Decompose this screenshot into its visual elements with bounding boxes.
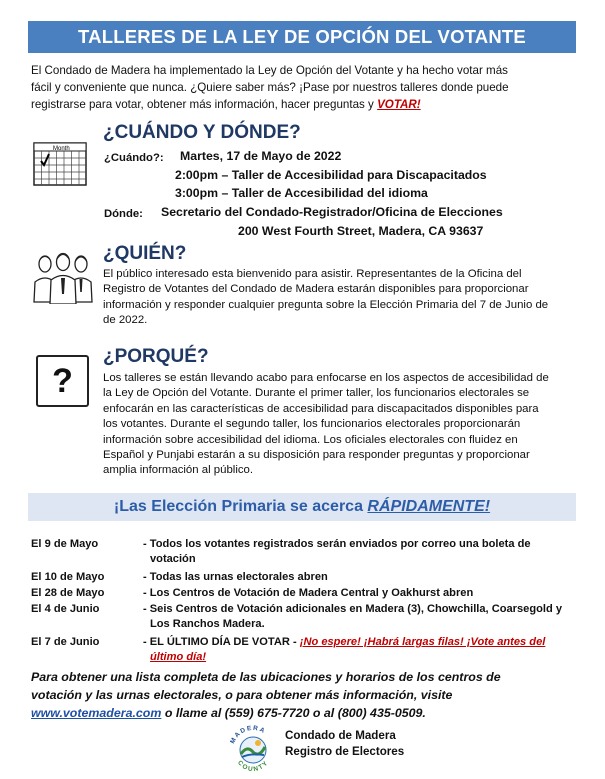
who-line: información y responder cualquier pregunta sobre la Elección Primaria del 7 de Junio de (103, 298, 549, 311)
question-icon (36, 355, 89, 407)
why-line: los votantes. Durante el segundo taller, los funcionarios electorales proporcionarán (103, 418, 521, 431)
warning-text-cont: último día! (150, 651, 207, 663)
why-line: Español y Punjabi estarán a su disposición para responder preguntas y proporcionar (103, 449, 530, 462)
timeline-desc: - Seis Centros de Votación adicionales en Madera (3), Chowchilla, Coarsegold y Los Ranchos Madera. (143, 603, 562, 630)
madera-county-seal-logo (226, 725, 280, 779)
why-line: Los talleres se están llevando acabo para enfocarse en los aspectos de accesibilidad de (103, 372, 549, 384)
footer-line: votación y las urnas electorales, o para obtener más información, visite (31, 688, 453, 702)
intro-line: fácil y conveniente que nunca. ¿Quiere saber más? ¡Pase por nuestros talleres donde puede (31, 81, 509, 94)
calendar-icon (32, 140, 88, 193)
timeline-item (31, 570, 579, 585)
why-line: la Ley de Opción del Votante. Durante el primer taller, los funcionarios electorales se (103, 387, 530, 400)
who-line: de 2022. (103, 314, 148, 327)
timeline-desc: - Todas las urnas electorales abren (143, 571, 328, 583)
organization-name (285, 728, 404, 760)
session-language: 3:00pm – Taller de Accesibilidad del idioma (175, 186, 428, 200)
when-row (104, 150, 164, 164)
session-disability: 2:00pm – Taller de Accesibilidad para Discapacitados (175, 168, 487, 182)
timeline-item (31, 635, 579, 665)
timeline-desc: - Todos los votantes registrados serán enviados por correo una boleta de votación (143, 538, 531, 565)
intro-last-line: registrarse para votar, obtener más información, hacer preguntas y (31, 98, 378, 111)
primary-election-band (28, 493, 576, 521)
footer-info (31, 668, 579, 722)
footer-line: Para obtener una lista completa de las ubicaciones y horarios de los centros de (31, 670, 501, 684)
when-where-title: ¿CUÁNDO Y DÓNDE? (103, 122, 301, 143)
logo-bottom-text: COUNTY (236, 759, 271, 774)
intro-line: El Condado de Madera ha implementado la Ley de Opción del Votante y ha hecho votar más (31, 64, 508, 77)
question-glyph: ? (52, 362, 73, 400)
timeline-date: El 10 de Mayo (31, 571, 105, 583)
timeline-date: El 9 de Mayo (31, 538, 99, 550)
why-line: enfocarán en las características de accesibilidad para discapacitados disponibles para (103, 402, 539, 415)
why-title: ¿PORQUÉ? (103, 346, 209, 367)
who-line: Registro de Votantes del Condado de Madera estarán disponibles para proporcionar (103, 283, 529, 296)
website-link[interactable]: www.votemadera.com (31, 706, 162, 720)
timeline-desc: - EL ÚLTIMO DÍA DE VOTAR - ¡No espere! ¡Habrá largas filas! ¡Vote antes del último día! (143, 636, 546, 663)
org-line: Registro de Electores (285, 745, 405, 758)
footer-line: www.votemadera.com o llame al (559) 675-7720 o al (800) 435-0509. (31, 706, 426, 720)
where-label: Dónde: (104, 208, 143, 220)
timeline-item (31, 586, 579, 601)
primary-emphasis: RÁPIDAMENTE! (367, 498, 491, 515)
timeline-date: El 7 de Junio (31, 636, 100, 648)
event-date: Martes, 17 de Mayo de 2022 (180, 149, 342, 163)
who-title: ¿QUIÉN? (103, 243, 187, 264)
timeline-desc: - Los Centros de Votación de Madera Central y Oakhurst abren (143, 587, 474, 599)
who-line: El público interesado esta bienvenido para asistir. Representantes de la Oficina del (103, 268, 522, 280)
location-name: Secretario del Condado-Registrador/Oficina de Elecciones (161, 205, 503, 219)
page-title: TALLERES DE LA LEY DE OPCIÓN DEL VOTANTE (78, 26, 526, 47)
logo-top-text: MADERA (229, 725, 267, 745)
warning-text: ¡No espere! ¡Habrá largas filas! ¡Vote antes del (299, 636, 546, 648)
timeline-date: El 4 de Junio (31, 603, 100, 615)
why-line: amplia información al público. (103, 464, 254, 477)
votar-emphasis: VOTAR! (377, 98, 421, 111)
location-address: 200 West Fourth Street, Madera, CA 93637 (238, 224, 484, 238)
primary-prefix: ¡Las Elección Primaria se acerca (113, 498, 368, 515)
timeline-item (31, 602, 579, 632)
timeline-date: El 28 de Mayo (31, 587, 105, 599)
why-paragraph (103, 371, 577, 479)
people-icon (32, 250, 94, 309)
timeline-item (31, 537, 579, 567)
intro-paragraph (31, 62, 579, 113)
page-title-banner (28, 21, 576, 53)
who-paragraph (103, 267, 577, 329)
org-line: Condado de Madera (285, 729, 396, 742)
why-line: información sobre accesibilidad del idioma. Los oficiales electorales con fluidez en (103, 433, 518, 446)
intro-line (31, 96, 579, 113)
calendar-month-label: Month (53, 146, 70, 152)
when-label: ¿Cuándo?: (104, 152, 164, 164)
